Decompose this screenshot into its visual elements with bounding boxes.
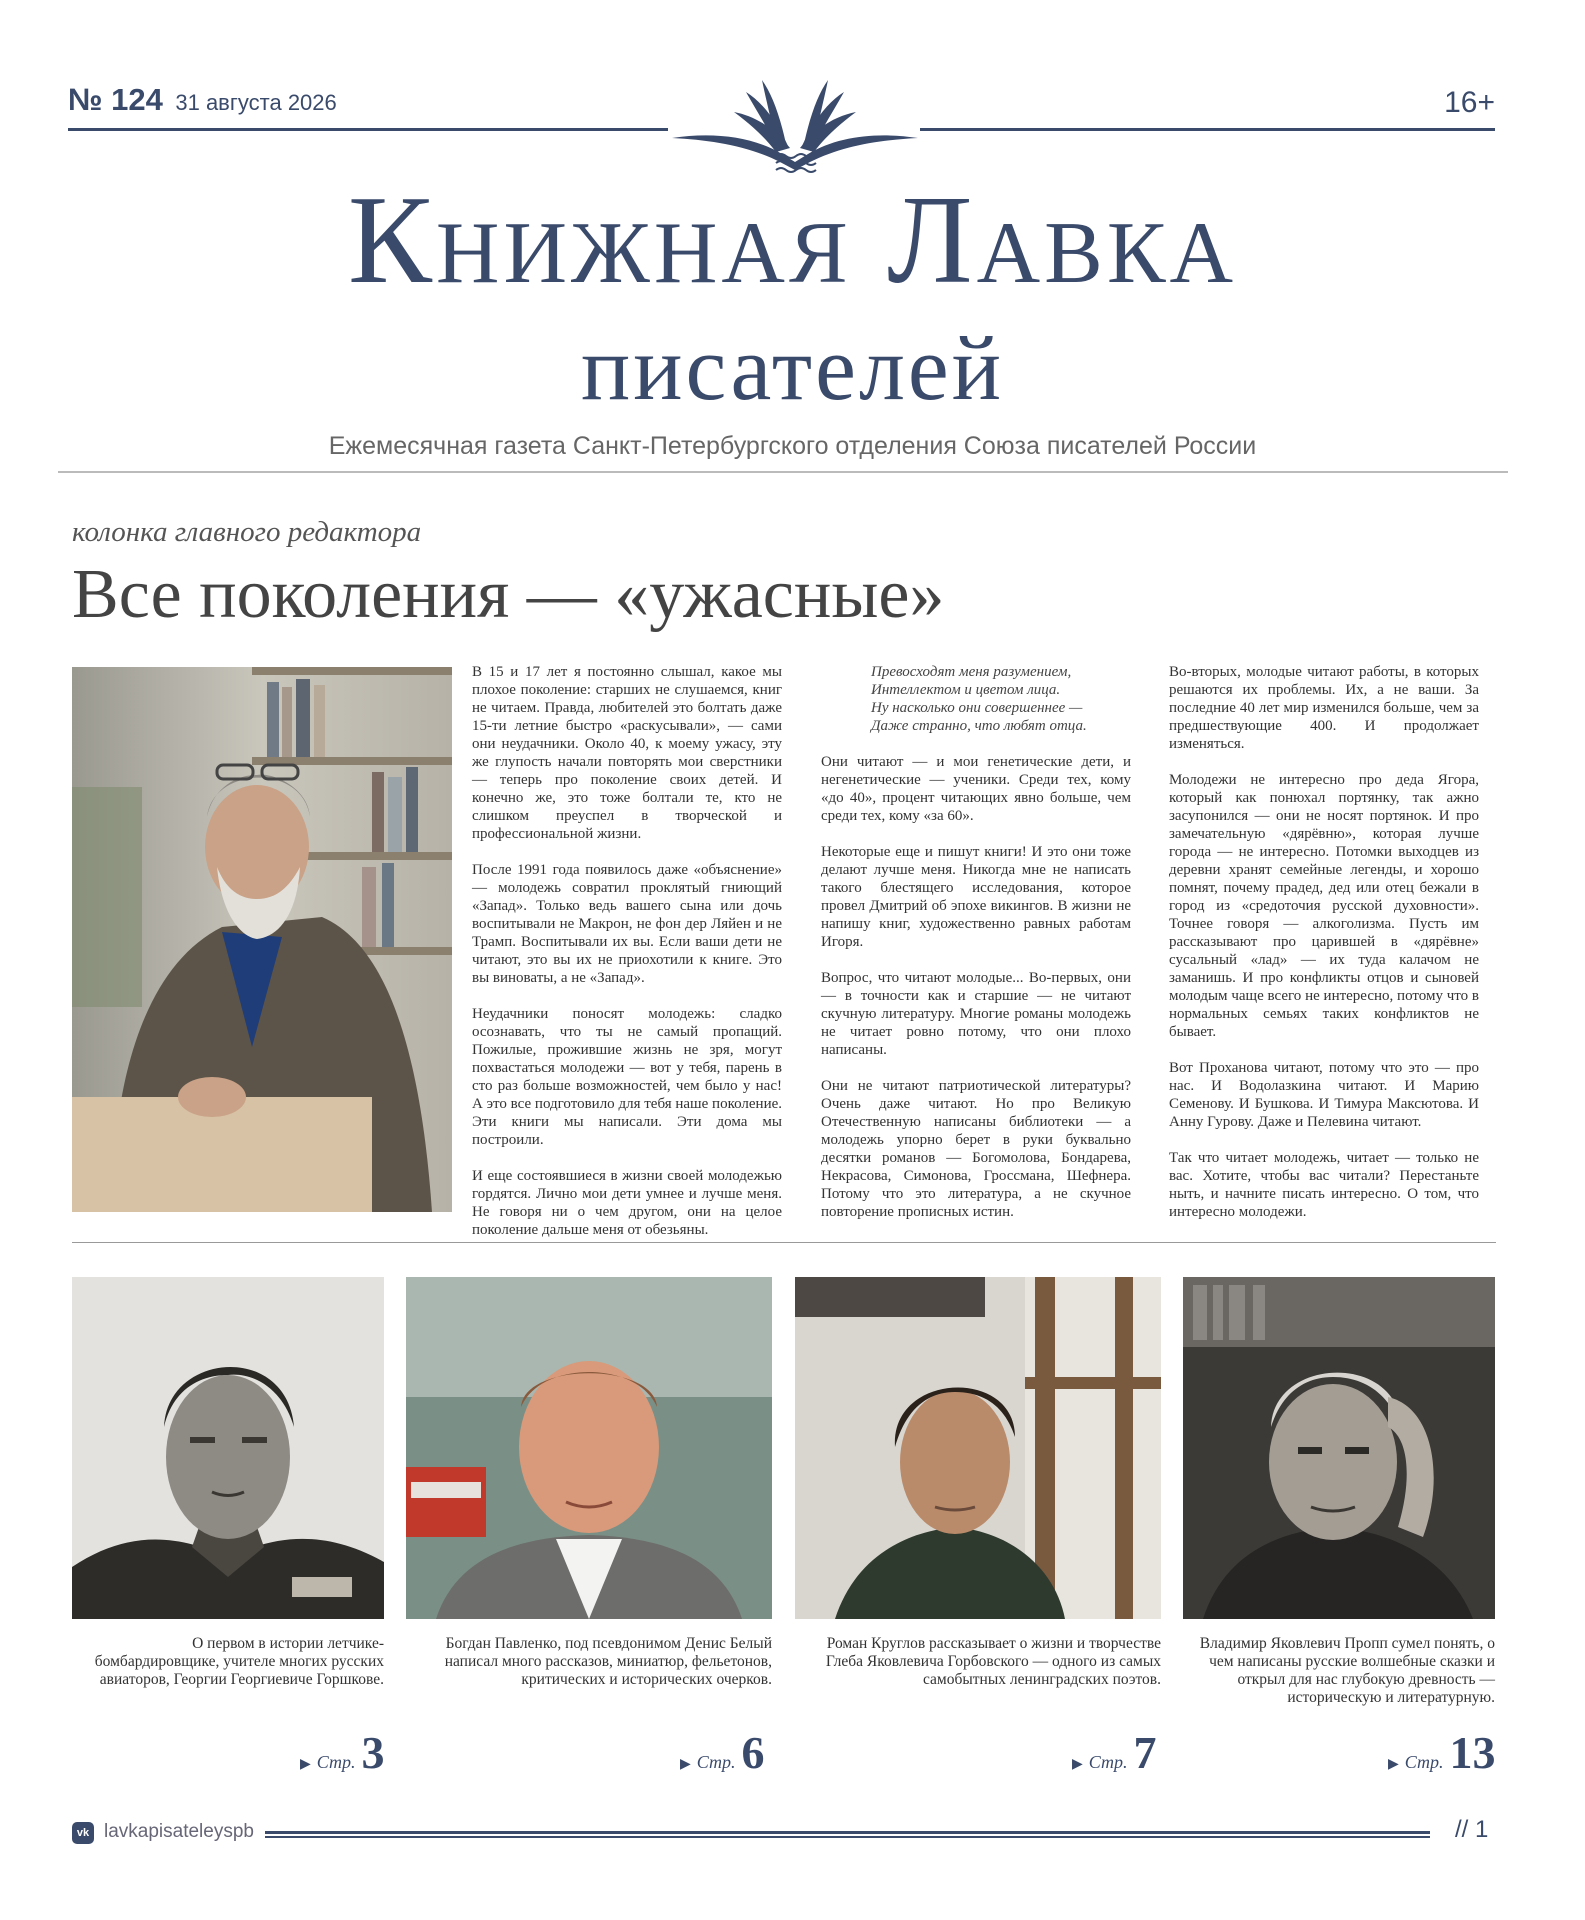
page-link-3[interactable] (300, 1727, 385, 1778)
page-link-7[interactable] (1072, 1727, 1157, 1778)
article-paragraph: Во-вторых, молодые читают работы, в которых решаются их проблемы. Их, а не ваши. За последние 40 лет мир изменился больше, чем за предшествующие 400. И продолжает изменяться. (1169, 664, 1479, 752)
page-number: 6 (741, 1727, 765, 1778)
teaser-caption: Богдан Павленко, под псевдонимом Денис Белый написал много рассказов, миниатюр, фельетонов, критических и исторических очерков. (444, 1635, 772, 1688)
teaser-caption: Владимир Яковлевич Пропп сумел понять, о чем написаны русские волшебные сказки и открыл для нас глубокую древность — историческую и литературную. (1199, 1635, 1495, 1706)
masthead-subtitle: Ежемесячная газета Санкт-Петербургского отделения Союза писателей России (328, 432, 1257, 460)
footer-page-number: // 1 (1455, 1816, 1489, 1843)
poem-line: Ну насколько они совершеннее — (871, 700, 1083, 716)
article-paragraph: Молодежи не интересно про деда Ягора, который как понюхал портянку, так ажно засупонился — они не носят портянок. И про замечательную «дярёвню», которая лучше города — не интересно. Потомки выходцев из деревни хранят семейные легенды, и хорошо помнят, почему прадед, дед или отец бежали в город из «средоточия русской духовности». Точнее говоря — алкоголизма. Пусть им рассказывают про царившей в «дярёвне» сусальный «лад» — их туда калачом не заманишь. И про конфликты отцов и сыновей молодым чаще всего не интересно, потому что в нормальных семьях таких конфликтов не бывает. (1169, 772, 1479, 1040)
issue-number: № 124 (68, 82, 163, 117)
article-column-3 (1169, 663, 1479, 1239)
page-number: 13 (1449, 1727, 1496, 1778)
social-handle[interactable]: lavkapisateleyspb (104, 1821, 254, 1842)
open-book-logo-icon (672, 76, 918, 176)
section-divider (72, 1242, 1496, 1243)
article-paragraph: Некоторые еще и пишут книги! И это они тоже делают лучше меня. Никогда мне не написать такого блестящего исследования, которое провел Дмитрий об эпохе викингов. В жизни не напишу книг, художественно равных работам Игоря. (821, 844, 1131, 950)
teaser-photo-propp[interactable] (1183, 1277, 1495, 1619)
article-paragraph: Они читают — и мои генетические дети, и негенетические — ученики. Среди тех, кому «до 40», процент читающих явно больше, чем среди тех, кому «за 60». (821, 754, 1131, 824)
triangle-right-icon: ▶ (1388, 1757, 1399, 1772)
age-rating: 16+ (1444, 86, 1495, 119)
masthead-title-line1: Книжная Лавка (347, 171, 1238, 310)
article-headline: Все поколения — «ужасные» (72, 556, 945, 633)
teaser-caption: Роман Круглов рассказывает о жизни и творчестве Глеба Яковлевича Горбовского — одного из самых самобытных ленинградских поэтов. (825, 1635, 1161, 1688)
article-paragraph: Вот Проханова читают, потому что это — про нас. И Водолазкина читают. И Марию Семенову. И Бушкова. И Тимура Максютова. И Анну Гурову. Даже и Пелевина читают. (1169, 1060, 1479, 1130)
teaser-caption: О первом в истории летчике-бомбардировщике, учителе многих русских авиаторов, Георгии Георгиевиче Горшкове. (94, 1635, 384, 1688)
triangle-right-icon: ▶ (1072, 1757, 1083, 1772)
article-column-2 (821, 663, 1131, 1239)
page-label: Стр. (696, 1752, 736, 1772)
section-kicker: колонка главного редактора (72, 516, 422, 548)
masthead-rule-left (68, 128, 668, 131)
page-number: 7 (1133, 1727, 1157, 1778)
poem-line: Интеллектом и цветом лица. (871, 682, 1061, 698)
article-paragraph: Они не читают патриотической литературы? Очень даже читают. Но про Великую Отечественную написаны библиотеки — а молодежь упорно берет в руки буквально десятки романов — Богомолова, Бондарева, Некрасова, Симонова, Гроссмана, Шефнера. Потому что это литература, а не скучное повторение прописных истин. (821, 1078, 1131, 1220)
page-link-13[interactable] (1388, 1727, 1496, 1778)
page-number: 3 (361, 1727, 385, 1778)
editor-portrait-photo (72, 667, 452, 1212)
masthead-divider (58, 471, 1508, 473)
teaser-photo-pavlenko[interactable] (406, 1277, 772, 1619)
article-paragraph: Вопрос, что читают молодые... Во-первых, они — в точности как и старшие — не читают скучную литературу. Многие романы молодежь не читает ровно потому, что они плохо написаны. (821, 970, 1131, 1058)
issue-info (68, 82, 337, 118)
poem-line: Превосходят меня разумением, (871, 664, 1072, 680)
poem-quote (821, 663, 1131, 735)
vk-icon[interactable]: vk (72, 1822, 94, 1844)
masthead-title-line2: писателей (581, 317, 1004, 419)
article-paragraph: И еще состоявшиеся в жизни своей молодежью гордятся. Лично мои дети умнее и лучше меня. Не говоря ни о чем другом, они на целое поколение дальше меня от обезьяны. (472, 1168, 782, 1238)
page-label: Стр. (1404, 1752, 1444, 1772)
page-label: Стр. (1088, 1752, 1128, 1772)
article-column-1 (472, 663, 782, 1257)
triangle-right-icon: ▶ (680, 1757, 691, 1772)
teaser-photo-gorshkov[interactable] (72, 1277, 384, 1619)
footer-rule (265, 1831, 1430, 1838)
page-link-6[interactable] (680, 1727, 765, 1778)
triangle-right-icon: ▶ (300, 1757, 311, 1772)
masthead-rule-right (920, 128, 1495, 131)
page-label: Стр. (316, 1752, 356, 1772)
article-paragraph: Так что читает молодежь, читает — только не вас. Хотите, чтобы вас читали? Перестаньте ныть, и начните писать интересно. О том, что интересно молодежи. (1169, 1150, 1479, 1220)
issue-date: 31 августа 2026 (175, 90, 337, 115)
article-paragraph: После 1991 года появилось даже «объяснение» — молодежь совратил проклятый гниющий «Запад». Только ведь вашего сына или дочь воспитывали не Макрон, не фон дер Ляйен и не Трамп. Воспитывали их вы. Если ваши дети не читают, это вы их не приохотили к книге. Это вы виноваты, а не «Запад». (472, 862, 782, 986)
poem-line: Даже странно, что любят отца. (871, 718, 1087, 734)
article-paragraph: В 15 и 17 лет я постоянно слышал, какое мы плохое поколение: старших не слушаемся, книг не читаем. Правда, любителей это болтать даже 15-ти летние быстро «раскусывали», — сами они неудачники. Около 40, к моему ужасу, эту же глупость начали повторять мои сверстники — теперь про поколение своих детей. И конечно же, это тоже болтали те, кто не слишком преуспел в творческой и профессиональной жизни. (472, 664, 782, 842)
teaser-photo-kruglov[interactable] (795, 1277, 1161, 1619)
article-paragraph: Неудачники поносят молодежь: сладко осознавать, что ты не самый пропащий. Пожилые, прожившие жизнь не зря, могут похвастаться молодежи — вот у тебя, парень в сто раз больше возможностей, чем было у нас! А это все подготовило для тебя наше поколение. Эти книги мы написали. Эти дома мы построили. (472, 1006, 782, 1148)
